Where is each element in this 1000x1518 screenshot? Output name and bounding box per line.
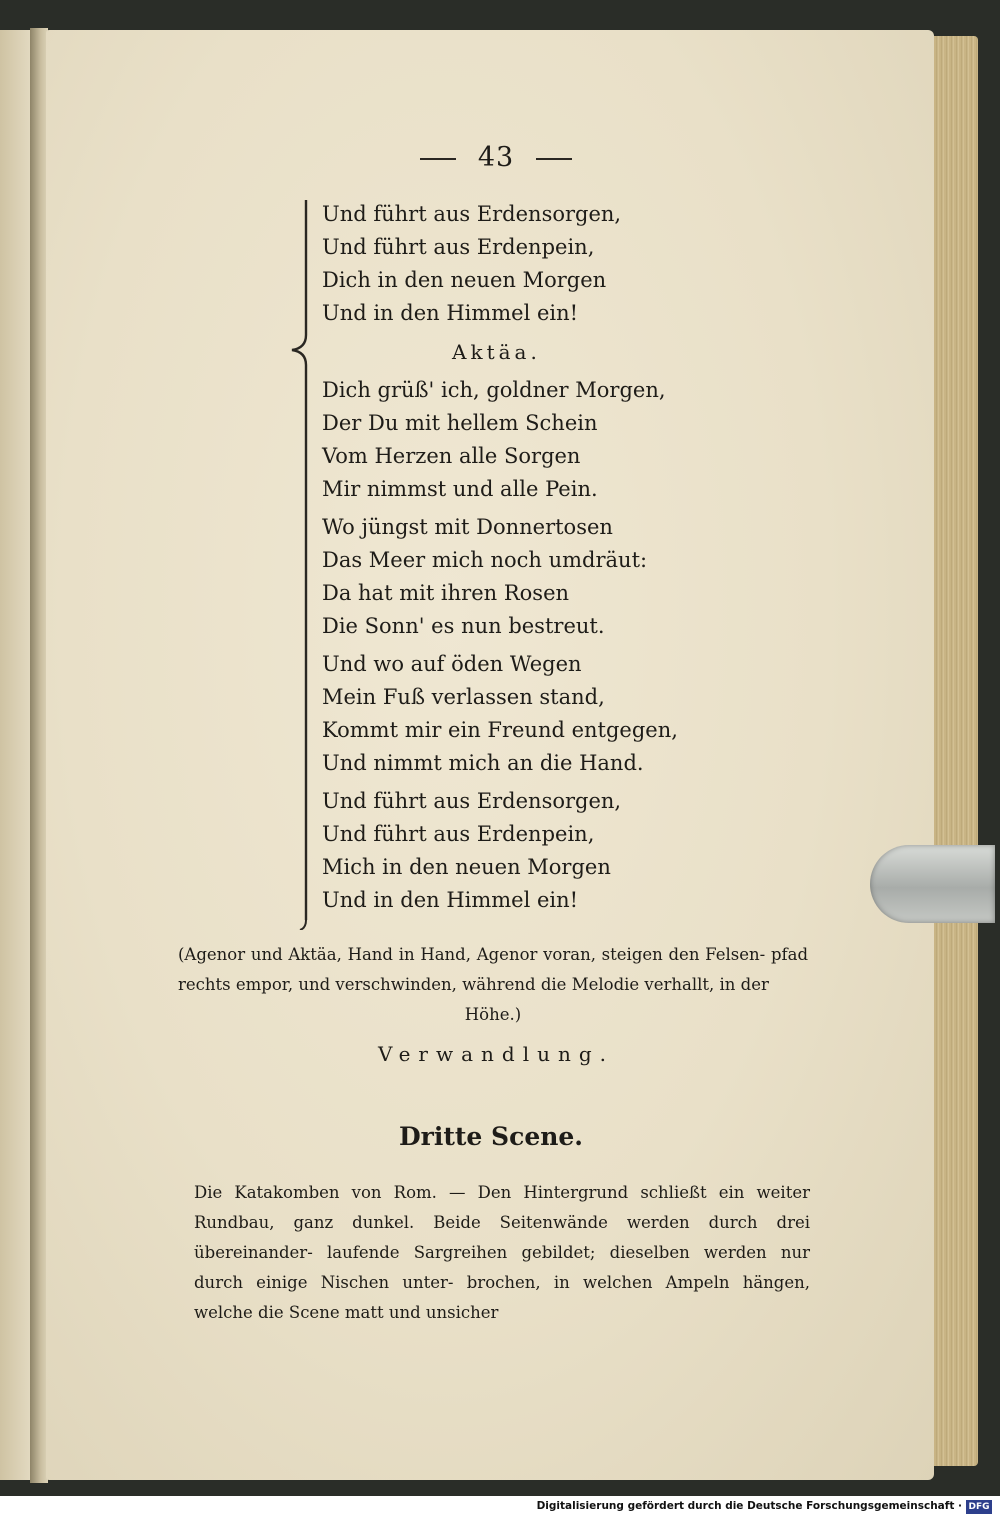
- page-block-edges: [930, 36, 978, 1466]
- verse-stanza: [322, 374, 842, 506]
- speaker-name: Aktäa.: [452, 340, 541, 364]
- verse-line: Und führt aus Erdenpein,: [322, 235, 595, 259]
- verse-line: Und in den Himmel ein!: [322, 301, 579, 325]
- stage-direction-line: pfad rechts empor, und verschwinden, während die Melodie verhallt, in der: [178, 945, 809, 994]
- description-line: Die Katakomben von Rom. — Den Hintergrund schließt ein weiter: [194, 1183, 810, 1202]
- verse-line: Und nimmt mich an die Hand.: [322, 751, 644, 775]
- description-line: brochen, in welchen Ampeln hängen, welche die Scene matt und unsicher: [194, 1273, 811, 1322]
- verse-line: Dich in den neuen Morgen: [322, 268, 607, 292]
- footer-credit: Digitalisierung gefördert durch die Deutsche Forschungsgemeinschaft ·: [536, 1500, 962, 1512]
- verse-line: Und in den Himmel ein!: [322, 888, 579, 912]
- scene-title: Dritte Scene.: [398, 1122, 584, 1151]
- stage-direction-line: Höhe.): [464, 1005, 522, 1024]
- footer-bar: [0, 1496, 1000, 1518]
- verse-block: [322, 198, 842, 922]
- verse-line: Mich in den neuen Morgen: [322, 855, 611, 879]
- verse-line: Kommt mir ein Freund entgegen,: [322, 718, 678, 742]
- verse-stanza-opening: [322, 198, 842, 330]
- scene-description: [194, 1178, 810, 1328]
- stage-direction-line: (Agenor und Aktäa, Hand in Hand, Agenor voran, steigen den Felsen-: [178, 945, 766, 964]
- description-line: Rundbau, ganz dunkel. Beide Seitenwände werden durch drei übereinander-: [194, 1213, 810, 1262]
- page-number-dash-right: [536, 158, 572, 160]
- verse-line: Wo jüngst mit Donnertosen: [322, 515, 613, 539]
- left-page-edge: [0, 30, 30, 1480]
- verse-stanza: [322, 648, 842, 780]
- stage-direction: [178, 940, 808, 1030]
- page-number-header: [46, 142, 946, 173]
- description-line: laufende Sargreihen gebildet; dieselben werden nur durch einige Nischen unter-: [194, 1243, 811, 1292]
- verse-line: Das Meer mich noch umdräut:: [322, 548, 648, 572]
- book-page: [46, 30, 934, 1480]
- page-number: 43: [477, 142, 515, 173]
- verse-stanza: [322, 511, 842, 643]
- verse-line: Mir nimmst und alle Pein.: [322, 477, 598, 501]
- transition-heading: Verwandlung.: [377, 1042, 615, 1066]
- verse-line: Der Du mit hellem Schein: [322, 411, 598, 435]
- page-clip: [870, 845, 995, 923]
- dfg-logo-icon: DFG: [966, 1500, 992, 1514]
- page-number-dash-left: [420, 158, 456, 160]
- verse-stanza: [322, 785, 842, 917]
- verse-line: Da hat mit ihren Rosen: [322, 581, 570, 605]
- verse-line: Und führt aus Erdensorgen,: [322, 789, 622, 813]
- verse-line: Dich grüß' ich, goldner Morgen,: [322, 378, 666, 402]
- verse-line: Und wo auf öden Wegen: [322, 652, 582, 676]
- verse-line: Vom Herzen alle Sorgen: [322, 444, 581, 468]
- verse-line: Mein Fuß verlassen stand,: [322, 685, 605, 709]
- verse-brace: [284, 200, 314, 930]
- verse-line: Die Sonn' es nun bestreut.: [322, 614, 605, 638]
- verse-line: Und führt aus Erdensorgen,: [322, 202, 622, 226]
- verse-line: Und führt aus Erdenpein,: [322, 822, 595, 846]
